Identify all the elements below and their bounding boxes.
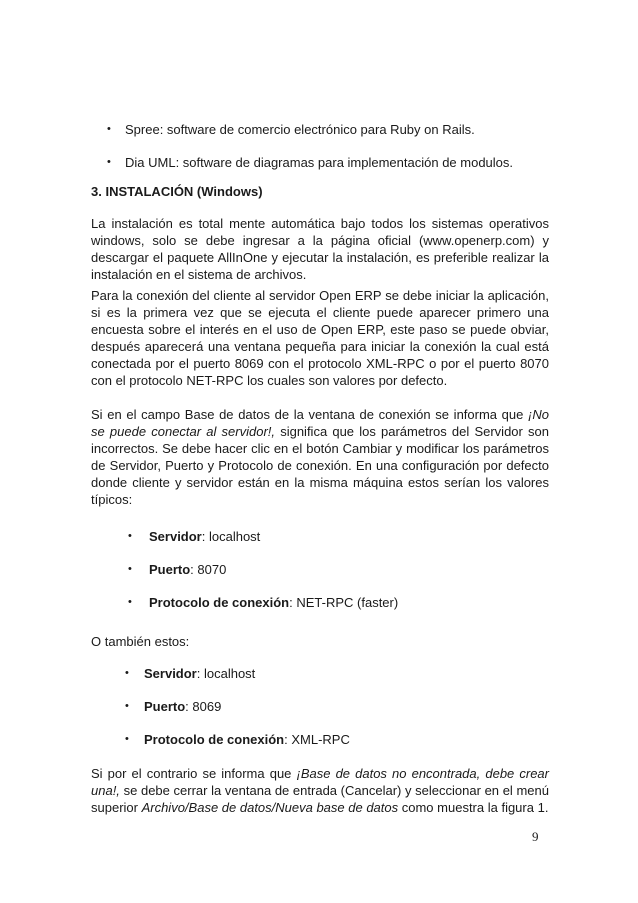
bullet-icon: • [125, 700, 129, 712]
config-value: : localhost [201, 529, 261, 544]
menu-path-text: Archivo/Base de datos/Nueva base de datos [141, 800, 399, 815]
bullet-icon: • [125, 667, 129, 679]
error-message-text: ¡Base de datos no encontrada, debe crear una!, [91, 766, 549, 798]
bullet-icon: • [128, 596, 132, 608]
config-value: : 8069 [185, 699, 222, 714]
list-item [107, 121, 549, 138]
config-label: Servidor [149, 529, 202, 544]
page-number: 9 [532, 829, 539, 844]
list-item [107, 154, 549, 171]
paragraph-installation: La instalación es total mente automática bajo todos los sistemas operativos windows, solo se debe ingresar a la página oficial (www.openerp.com) y descargar el paquete AllInOne y ejecutar la instalación, es preferible realizar la instalación en el sistema de archivos. [91, 216, 549, 282]
bullet-icon: • [107, 156, 111, 168]
config-label: Puerto [149, 562, 191, 577]
error-message-text: ¡No se puede conectar al servidor!, [91, 407, 549, 439]
bullet-icon: • [128, 563, 132, 575]
list-item-text: Dia UML: software de diagramas para implementación de modulos. [125, 155, 514, 170]
section-heading: 3. INSTALACIÓN (Windows) [91, 184, 263, 199]
list-item [128, 594, 549, 611]
list-item [125, 731, 549, 748]
paragraph-error-server: Si en el campo Base de datos de la ventana de conexión se informa que ¡No se puede conectar al servidor!, significa que los parámetros del Servidor son incorrectos. Se debe hacer clic en el botón Cambiar y modificar los parámetros de Servidor, Puerto y Protocolo de conexión. En una configuración por defecto donde cliente y servidor están en la misma máquina estos serían los valores típicos: [91, 407, 549, 507]
bullet-icon: • [128, 530, 132, 542]
config-label: Protocolo de conexión [149, 595, 290, 610]
list-item [128, 528, 549, 545]
config-value: : localhost [196, 666, 256, 681]
page-content [91, 121, 549, 816]
paragraph-also: O también estos: [91, 634, 190, 649]
config-label: Protocolo de conexión [144, 732, 285, 747]
bullet-icon: • [107, 123, 111, 135]
paragraph-error-database: Si por el contrario se informa que ¡Base de datos no encontrada, debe crear una!, se debe cerrar la ventana de entrada (Cancelar) y seleccionar en el menú superior Archivo/Base de datos/Nueva base de datos como muestra la figura 1. [91, 766, 549, 815]
config-value: : 8070 [190, 562, 227, 577]
list-item [125, 665, 549, 682]
list-item [128, 561, 549, 578]
config-value: : XML-RPC [284, 732, 350, 747]
config-value: : NET-RPC (faster) [289, 595, 399, 610]
list-item-text: Spree: software de comercio electrónico para Ruby on Rails. [125, 122, 475, 137]
config-label: Puerto [144, 699, 186, 714]
list-item [125, 698, 549, 715]
paragraph-connection: Para la conexión del cliente al servidor Open ERP se debe iniciar la aplicación, si es la primera vez que se ejecuta el cliente puede aparecer primero una encuesta sobre el interés en el uso de Open ERP, este paso se puede obviar, después aparecerá una ventana pequeña para iniciar la conexión la cual está conectada por el puerto 8069 con el protocolo XML-RPC o por el puerto 8070 con el protocolo NET-RPC los cuales son valores por defecto. [91, 288, 549, 388]
bullet-icon: • [125, 733, 129, 745]
config-label: Servidor [144, 666, 197, 681]
